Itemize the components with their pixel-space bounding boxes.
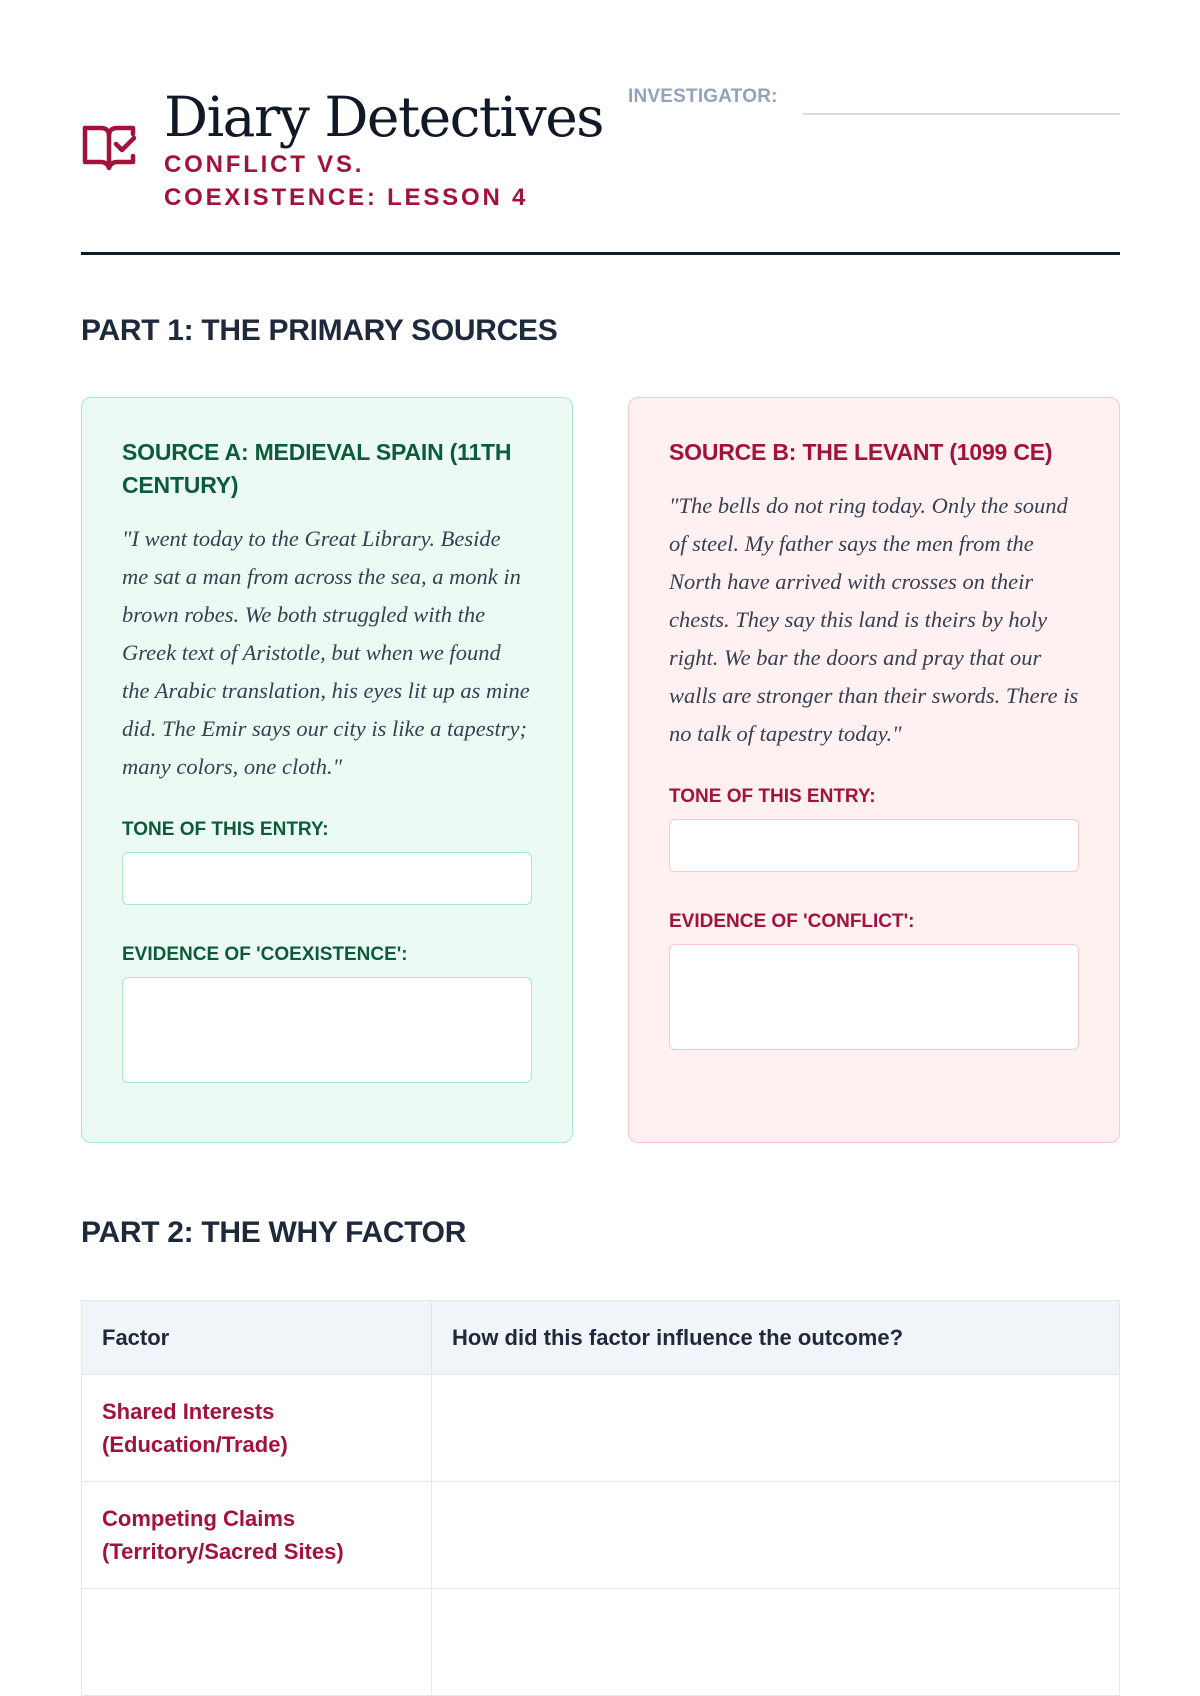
- source-b-quote: "The bells do not ring today. Only the sound of steel. My father says the men from the North have arrived with crosses on their chests. They say this land is theirs by holy right. We bar the doors and pray that our walls are stronger than their swords. There is no talk of tapestry today.": [669, 493, 1079, 746]
- investigator-field[interactable]: [628, 86, 1120, 116]
- source-b-card: [628, 397, 1120, 1143]
- header-divider: [81, 252, 1120, 255]
- factor-cell: Competing Claims (Territory/Sacred Sites): [82, 1482, 432, 1589]
- answer-cell[interactable]: [432, 1482, 1120, 1589]
- table-row: [82, 1375, 1120, 1482]
- page-subtitle: CONFLICT VS. COEXISTENCE: LESSON 4: [164, 151, 529, 211]
- book-check-icon: [81, 122, 137, 172]
- source-a-evidence-label: EVIDENCE OF 'COEXISTENCE':: [122, 944, 408, 965]
- source-a-title: SOURCE A: MEDIEVAL SPAIN (11TH CENTURY): [122, 439, 512, 498]
- factor-cell: [82, 1589, 432, 1696]
- investigator-input-line[interactable]: [803, 113, 1120, 115]
- header: [81, 84, 1120, 254]
- factor-table: [81, 1300, 1120, 1696]
- source-b-title: SOURCE B: THE LEVANT (1099 CE): [669, 439, 1053, 465]
- source-b-tone-input[interactable]: [669, 819, 1079, 872]
- column-header-influence: How did this factor influence the outcome?: [432, 1301, 1120, 1375]
- table-header-row: [82, 1301, 1120, 1375]
- source-a-tone-label: TONE OF THIS ENTRY:: [122, 819, 329, 840]
- page-title: Diary Detectives: [164, 85, 603, 149]
- answer-cell[interactable]: [432, 1375, 1120, 1482]
- answer-cell[interactable]: [432, 1589, 1120, 1696]
- part1-heading: PART 1: THE PRIMARY SOURCES: [81, 314, 558, 347]
- column-header-factor: Factor: [82, 1301, 432, 1375]
- source-a-evidence-input[interactable]: [122, 977, 532, 1083]
- source-a-quote: "I went today to the Great Library. Beside me sat a man from across the sea, a monk in brown robes. We both struggled with the Greek text of Aristotle, but when we found the Arabic translation, his eyes lit up as mine did. The Emir says our city is like a tapestry; many colors, one cloth.": [122, 526, 530, 779]
- investigator-label: INVESTIGATOR:: [628, 86, 778, 107]
- source-a-card: [81, 397, 573, 1143]
- table-row: [82, 1482, 1120, 1589]
- part2-heading: PART 2: THE WHY FACTOR: [81, 1216, 467, 1249]
- factor-cell: Shared Interests (Education/Trade): [82, 1375, 432, 1482]
- source-b-evidence-label: EVIDENCE OF 'CONFLICT':: [669, 911, 915, 932]
- source-b-tone-label: TONE OF THIS ENTRY:: [669, 786, 876, 807]
- source-a-tone-input[interactable]: [122, 852, 532, 905]
- table-row: [82, 1589, 1120, 1696]
- source-b-evidence-input[interactable]: [669, 944, 1079, 1050]
